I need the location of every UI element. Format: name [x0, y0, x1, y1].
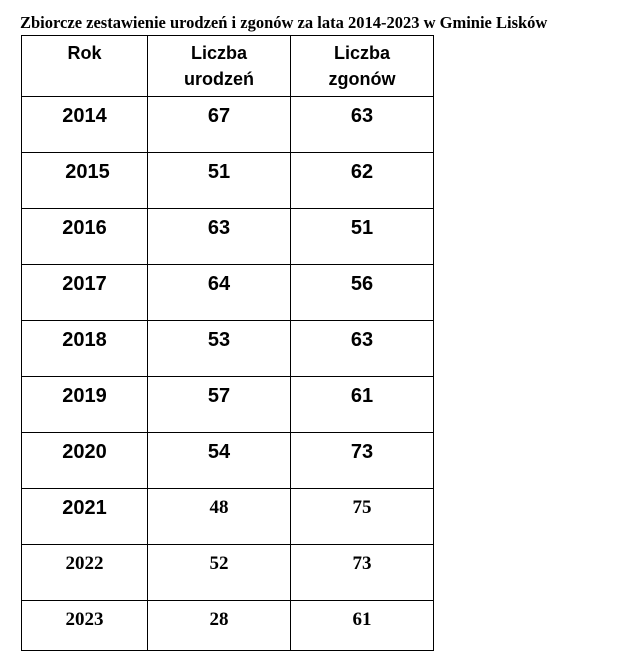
header-births-line1: Liczba	[190, 43, 247, 63]
cell-births-value: 63	[207, 217, 231, 239]
cell-deaths-value: 75	[352, 497, 372, 518]
cell-births-value: 53	[207, 329, 231, 351]
cell-deaths	[291, 153, 434, 209]
cell-deaths	[291, 545, 434, 601]
cell-deaths-value: 63	[350, 105, 374, 127]
cell-births-value: 67	[207, 105, 231, 127]
header-deaths-line2: zgonów	[328, 69, 396, 89]
table-row	[22, 153, 434, 209]
cell-year	[22, 209, 148, 265]
cell-births	[148, 321, 291, 377]
table-row	[22, 489, 434, 545]
table-row	[22, 601, 434, 651]
cell-births-value: 54	[207, 441, 231, 463]
cell-year	[22, 377, 148, 433]
cell-births-value: 28	[209, 609, 229, 630]
cell-year-value: 2021	[62, 497, 107, 519]
table-row	[22, 97, 434, 153]
cell-deaths-value: 61	[352, 609, 372, 630]
cell-year-value: 2015	[65, 161, 110, 183]
cell-births-value: 48	[209, 497, 229, 518]
cell-deaths	[291, 433, 434, 489]
cell-year	[22, 545, 148, 601]
cell-births-value: 51	[207, 161, 231, 183]
cell-births	[148, 489, 291, 545]
cell-births	[148, 97, 291, 153]
cell-deaths	[291, 209, 434, 265]
table-row	[22, 433, 434, 489]
cell-deaths-value: 62	[350, 161, 374, 183]
table-row	[22, 545, 434, 601]
header-deaths-line1: Liczba	[333, 43, 390, 63]
cell-deaths	[291, 97, 434, 153]
cell-year-value: 2017	[62, 273, 107, 295]
cell-births-value: 57	[207, 385, 231, 407]
cell-deaths-value: 63	[350, 329, 374, 351]
cell-year-value: 2014	[62, 105, 107, 127]
header-year-label: Rok	[67, 43, 102, 63]
header-year	[22, 36, 148, 97]
cell-year-value: 2020	[62, 441, 107, 463]
cell-year	[22, 433, 148, 489]
document-title: Zbiorcze zestawienie urodzeń i zgonów za lata 2014-2023 w Gminie Lisków	[20, 13, 548, 32]
cell-births	[148, 265, 291, 321]
cell-year	[22, 601, 148, 651]
table-row	[22, 265, 434, 321]
cell-births-value: 64	[207, 273, 231, 295]
cell-deaths	[291, 601, 434, 651]
cell-year	[22, 153, 148, 209]
cell-births-value: 52	[209, 553, 229, 574]
cell-births	[148, 153, 291, 209]
table-row	[22, 377, 434, 433]
cell-year	[22, 489, 148, 545]
births-deaths-table	[21, 35, 434, 651]
cell-year-value: 2016	[62, 217, 107, 239]
cell-deaths-value: 73	[352, 553, 372, 574]
cell-deaths-value: 51	[350, 217, 374, 239]
cell-year	[22, 97, 148, 153]
cell-deaths	[291, 321, 434, 377]
cell-births	[148, 433, 291, 489]
cell-deaths	[291, 265, 434, 321]
header-births	[148, 36, 291, 97]
cell-year-value: 2023	[65, 609, 104, 630]
cell-year	[22, 321, 148, 377]
cell-deaths-value: 56	[350, 273, 374, 295]
cell-births	[148, 209, 291, 265]
cell-deaths-value: 61	[350, 385, 374, 407]
header-births-line2: urodzeń	[184, 69, 254, 89]
cell-births	[148, 377, 291, 433]
table-row	[22, 209, 434, 265]
cell-births	[148, 545, 291, 601]
cell-year-value: 2018	[62, 329, 107, 351]
cell-births	[148, 601, 291, 651]
cell-year-value: 2022	[65, 553, 104, 574]
cell-deaths	[291, 377, 434, 433]
table-row	[22, 321, 434, 377]
table-header-row	[22, 36, 434, 97]
cell-year-value: 2019	[62, 385, 107, 407]
cell-deaths	[291, 489, 434, 545]
cell-year	[22, 265, 148, 321]
header-deaths	[291, 36, 434, 97]
cell-deaths-value: 73	[350, 441, 374, 463]
